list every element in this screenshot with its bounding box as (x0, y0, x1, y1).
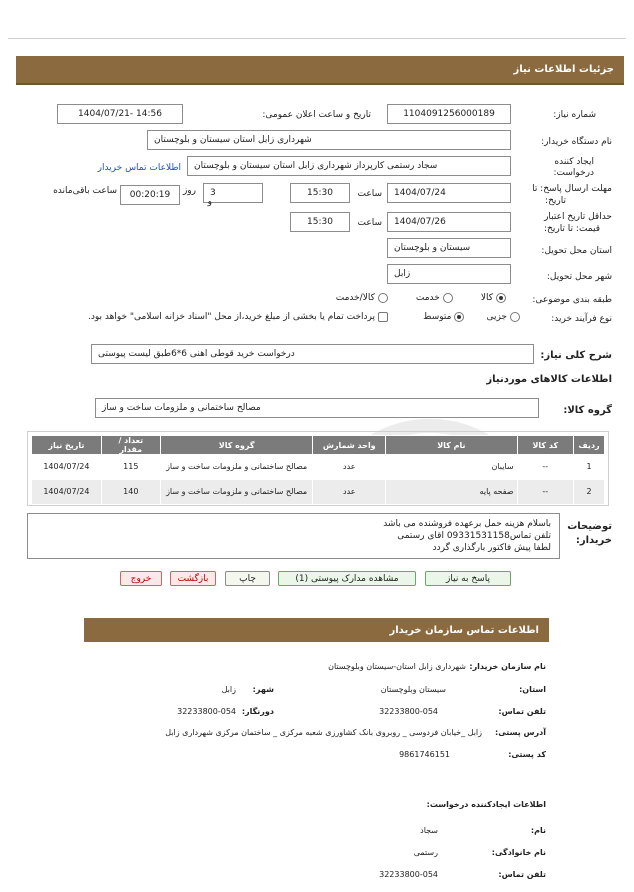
notes-label-1: توضیحات (567, 521, 612, 532)
contact-phone-label: تلفن تماس: (498, 707, 546, 716)
radio-selected-icon[interactable] (454, 312, 464, 322)
buyer-contact-link[interactable]: اطلاعات تماس خریدار (97, 163, 181, 173)
contact-phone-value: 32233800-054 (379, 707, 438, 716)
col-qty: تعداد / مقدار (101, 436, 160, 455)
col-date: تاریخ نیاز (32, 436, 102, 455)
radio-icon[interactable] (378, 293, 388, 303)
contact-city-label: شهر: (252, 685, 274, 694)
days-field: 3 (203, 183, 263, 203)
deadline-label-1: مهلت ارسال پاسخ: تا (532, 184, 612, 194)
province-field: سیستان و بلوچستان (387, 238, 511, 258)
contact-address-label: آدرس پستی: (495, 728, 546, 737)
col-unit: واحد شمارش (313, 436, 386, 455)
table-row: 1 -- سایبان عدد مصالح ساختمانی و ملزومات ساخت و ساز 115 1404/07/24 (32, 455, 605, 480)
buyer-org-field: شهرداری زابل استان سیستان و بلوچستان (147, 130, 511, 150)
contact-province-label: استان: (519, 685, 546, 694)
deadline-date-field: 1404/07/24 (387, 183, 511, 203)
creator-name-label: نام: (530, 826, 546, 835)
exit-button[interactable]: خروج (120, 571, 162, 586)
notes-label-2: خریدار: (575, 535, 612, 546)
payment-treasury-option[interactable]: پرداخت تمام یا بخشی از مبلغ خرید،از محل "اسناد خزانه اسلامی" خواهد بود. (88, 312, 388, 322)
col-row: ردیف (574, 436, 605, 455)
days-label: روز (182, 186, 196, 196)
deadline-time-field: 15:30 (290, 183, 350, 203)
requester-label-2: درخواست: (553, 168, 594, 178)
contact-postal-label: کد پستی: (508, 750, 546, 759)
notes-box (27, 513, 560, 559)
notes-line: لطفا پیش فاکتور بارگذاری گردد (432, 543, 551, 553)
top-divider (8, 38, 626, 39)
contact-title: اطلاعات تماس سازمان خریدار (389, 625, 539, 636)
process-options (423, 312, 520, 322)
contact-fax-label: دورنگار: (241, 707, 274, 716)
contact-org-value: شهرداری زابل استان-سیستان وبلوچستان (328, 662, 466, 671)
deadline-label-2: تاریخ: (545, 196, 566, 206)
contact-header (84, 618, 549, 642)
process-option-medium[interactable]: متوسط (423, 312, 464, 322)
creator-phone-value: 32233800-054 (379, 870, 438, 879)
items-table (31, 435, 605, 505)
category-option-both[interactable]: کالا/خدمت (336, 293, 388, 303)
creator-family-value: رستمی (413, 848, 438, 857)
summary-field: درخواست خرید قوطی اهنی 6*6طبق لیست پیوستی (91, 344, 534, 364)
summary-label: شرح کلی نیاز: (540, 350, 612, 361)
radio-selected-icon[interactable] (496, 293, 506, 303)
requester-field: سجاد رستمی کارپرداز شهرداری زابل استان سیستان و بلوچستان (187, 156, 511, 176)
announce-label: تاریخ و ساعت اعلان عمومی: (262, 110, 371, 120)
creator-phone-label: تلفن تماس: (498, 870, 546, 879)
process-option-minor[interactable]: جزیی (486, 312, 520, 322)
creator-name-value: سجاد (420, 826, 438, 835)
category-label: طبقه بندی موضوعی: (532, 295, 612, 305)
contact-city-value: زابل (221, 685, 236, 694)
buyer-org-label: نام دستگاه خریدار: (541, 137, 612, 147)
category-option-service[interactable]: خدمت (416, 293, 453, 303)
goods-section-title: اطلاعات کالاهای موردنیاز (486, 374, 612, 385)
view-documents-button[interactable]: مشاهده مدارک پیوستی (1) (278, 571, 416, 586)
validity-time-label: ساعت (357, 218, 382, 228)
print-button[interactable]: چاپ (225, 571, 270, 586)
validity-label-1: حداقل تاریخ اعتبار (544, 212, 612, 222)
validity-date-field: 1404/07/26 (387, 212, 511, 232)
goods-group-label: گروه کالا: (563, 405, 612, 416)
goods-group-field: مصالح ساختمانی و ملزومات ساخت و ساز (95, 398, 539, 418)
col-code: کد کالا (517, 436, 574, 455)
col-group: گروه کالا (160, 436, 313, 455)
days-and: و (207, 197, 212, 207)
notes-line: باسلام هزینه حمل برعهده فروشنده می باشد (383, 519, 551, 529)
table-header-row (32, 436, 605, 455)
contact-postal-value: 9861746151 (399, 750, 450, 759)
validity-label-2: قیمت: تا تاریخ: (544, 224, 600, 234)
announce-field: 1404/07/21- 14:56 (57, 104, 183, 124)
remaining-label: ساعت باقی‌مانده (53, 186, 117, 196)
contact-province-value: سیستان وبلوچستان (380, 685, 446, 694)
contact-org-label: نام سازمان خریدار: (469, 662, 546, 671)
validity-time-field: 15:30 (290, 212, 350, 232)
creator-family-label: نام خانوادگی: (491, 848, 546, 857)
creator-title: اطلاعات ایجادکننده درخواست: (426, 800, 546, 809)
checkbox-icon[interactable] (378, 312, 388, 322)
radio-icon[interactable] (443, 293, 453, 303)
notes-line: تلفن تماس09331531158 اقای رستمی (397, 531, 551, 541)
process-label: نوع فرآیند خرید: (551, 314, 612, 324)
contact-fax-value: 32233800-054 (177, 707, 236, 716)
radio-icon[interactable] (510, 312, 520, 322)
reply-button[interactable]: پاسخ به نیاز (425, 571, 511, 586)
need-number-field: 1104091256000189 (387, 104, 511, 124)
col-name: نام کالا (386, 436, 517, 455)
contact-address-value: زابل _خیابان فردوسی _ روبروی بانک کشاورزی شعبه مرکزی _ ساختمان مرکزی شهرداری زابل (165, 728, 482, 737)
deadline-time-label: ساعت (357, 189, 382, 199)
requester-label-1: ایجاد کننده (554, 157, 594, 167)
table-row: 2 -- صفحه پایه عدد مصالح ساختمانی و ملزومات ساخت و ساز 140 1404/07/24 (32, 480, 605, 505)
back-button[interactable]: بازگشت (170, 571, 216, 586)
category-option-goods[interactable]: کالا (481, 293, 506, 303)
page-header (16, 56, 624, 85)
city-label: شهر محل تحویل: (546, 272, 612, 282)
page-title: جزئیات اطلاعات نیاز (513, 64, 614, 75)
category-options (336, 293, 506, 303)
city-field: زابل (387, 264, 511, 284)
need-number-label: شماره نیاز: (553, 110, 596, 120)
province-label: استان محل تحویل: (541, 246, 612, 256)
remaining-field: 00:20:19 (120, 185, 180, 205)
